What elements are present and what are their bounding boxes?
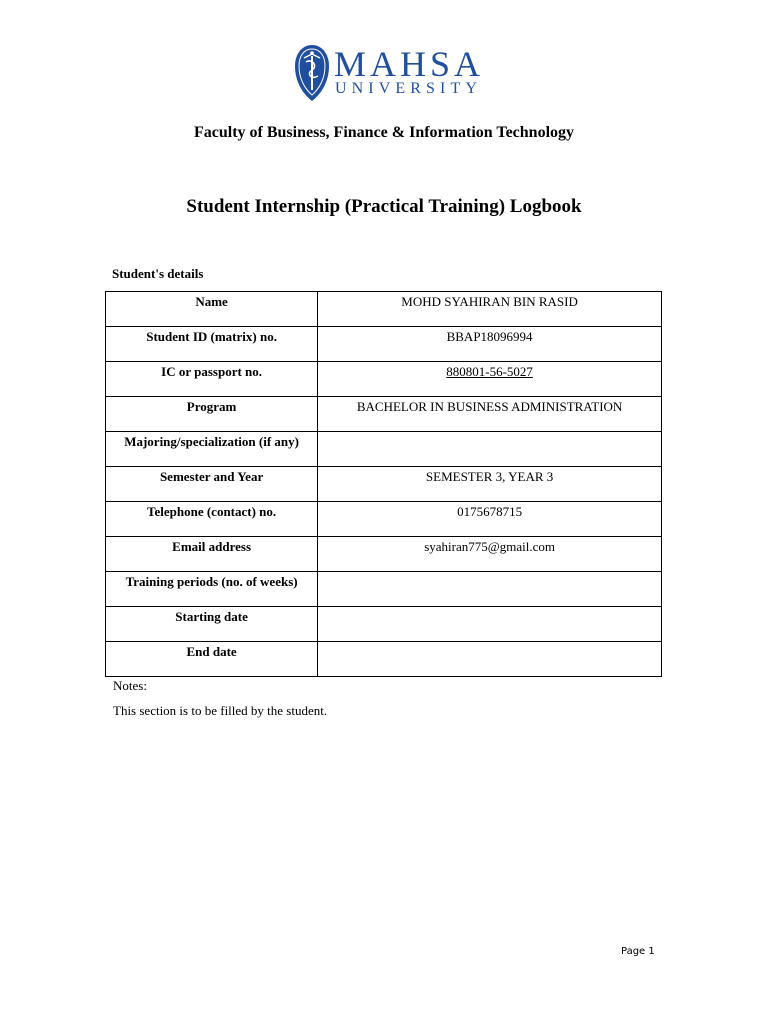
table-row — [106, 397, 662, 432]
logo-subtitle: UNIVERSITY — [335, 80, 482, 97]
table-row — [106, 432, 662, 467]
row-value — [318, 362, 662, 397]
row-value: BACHELOR IN BUSINESS ADMINISTRATION — [318, 397, 662, 432]
row-value — [318, 642, 662, 677]
row-label: Training periods (no. of weeks) — [106, 572, 318, 607]
row-label: Starting date — [106, 607, 318, 642]
table-row — [106, 642, 662, 677]
row-label: Program — [106, 397, 318, 432]
row-label: Email address — [106, 537, 318, 572]
row-value: SEMESTER 3, YEAR 3 — [318, 467, 662, 502]
student-details-table — [105, 291, 662, 677]
document-title: Student Internship (Practical Training) Logbook — [186, 196, 582, 217]
table-row — [106, 502, 662, 537]
row-value: MOHD SYAHIRAN BIN RASID — [318, 292, 662, 327]
notes-label: Notes: — [113, 678, 147, 693]
row-label: Semester and Year — [106, 467, 318, 502]
row-value — [318, 432, 662, 467]
table-row — [106, 327, 662, 362]
section-heading: Student's details — [112, 266, 204, 281]
notes-text: This section is to be filled by the student. — [113, 703, 328, 718]
logo-brand: MAHSA — [334, 44, 485, 84]
table-row — [106, 467, 662, 502]
row-label: IC or passport no. — [106, 362, 318, 397]
row-value: 0175678715 — [318, 502, 662, 537]
row-value: BBAP18096994 — [318, 327, 662, 362]
row-label: Majoring/specialization (if any) — [106, 432, 318, 467]
row-value: syahiran775@gmail.com — [318, 537, 662, 572]
table-row — [106, 572, 662, 607]
table-row — [106, 292, 662, 327]
row-label: End date — [106, 642, 318, 677]
row-label: Student ID (matrix) no. — [106, 327, 318, 362]
page-number: Page 1 — [621, 946, 655, 957]
row-label: Name — [106, 292, 318, 327]
table-row — [106, 607, 662, 642]
university-crest-icon — [294, 44, 330, 102]
row-label: Telephone (contact) no. — [106, 502, 318, 537]
table-row — [106, 537, 662, 572]
ic-number: 880801-56-5027 — [446, 364, 533, 379]
university-logo — [294, 42, 485, 106]
row-value — [318, 572, 662, 607]
row-value — [318, 607, 662, 642]
table-row — [106, 362, 662, 397]
faculty-heading: Faculty of Business, Finance & Information Technology — [193, 124, 575, 141]
